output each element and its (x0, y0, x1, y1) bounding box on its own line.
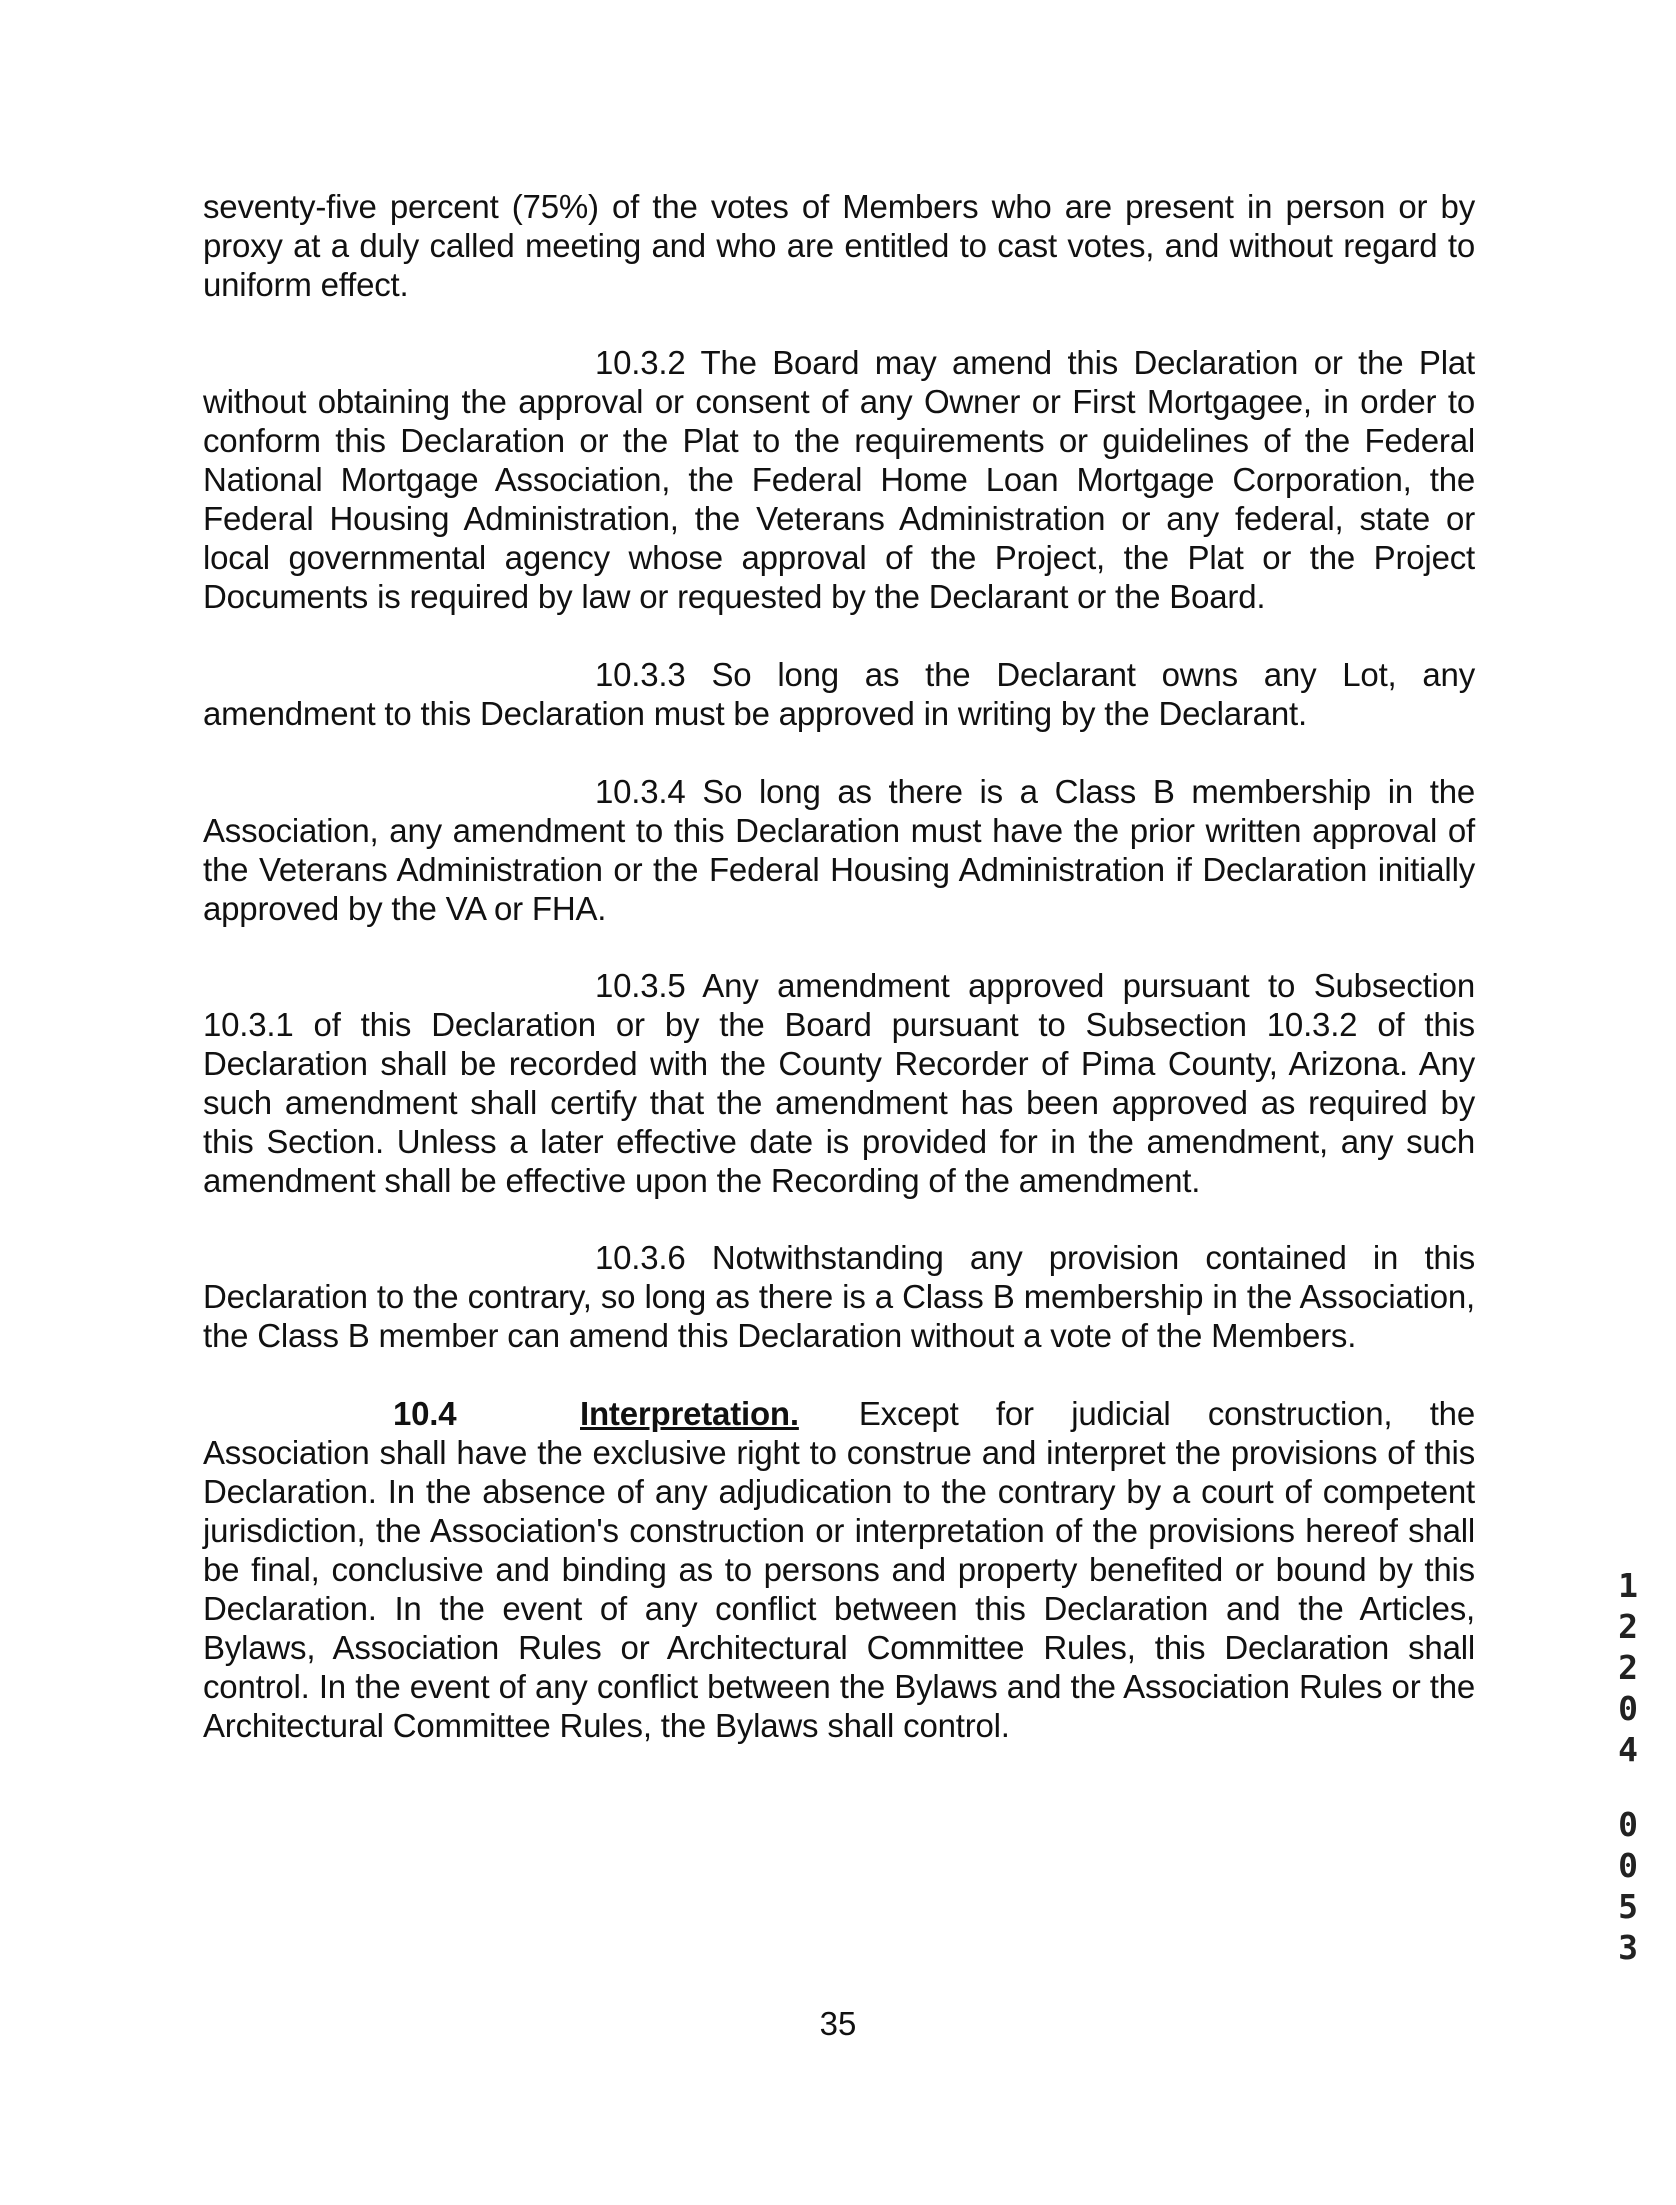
stamp-digit: 0 (1618, 1846, 1638, 1885)
stamp-digit: 0 (1618, 1805, 1638, 1844)
paragraph-text: So long as the Declarant owns any Lot, any amendment to this Declaration must be approved in writing by the Declarant. (203, 656, 1476, 732)
stamp-digit: 0 (1618, 1689, 1638, 1728)
subsection-number: 10.3.5 (595, 967, 686, 1004)
stamp-digit: 5 (1618, 1887, 1638, 1926)
paragraph-10-3-6 (203, 1238, 1475, 1355)
paragraph-10-3-5 (203, 966, 1475, 1200)
paragraph-text: seventy-five percent (75%) of the votes of Members who are present in person or by proxy at a duly called meeting and who are entitled to cast votes, and without regard to uniform effect. (203, 188, 1475, 303)
subsection-number: 10.3.6 (595, 1239, 686, 1276)
subsection-number: 10.3.2 (595, 344, 686, 381)
stamp-digit: 2 (1618, 1607, 1638, 1646)
stamp-digit: 2 (1618, 1648, 1638, 1687)
paragraph-text: Any amendment approved pursuant to Subsection 10.3.1 of this Declaration or by the Board pursuant to Subsection 10.3.2 of this Declaration shall be recorded with the County Recorder of Pima County, Arizona. Any such amendment shall certify that the amendment has been approved as required by this Section. Unless a later effective date is provided for in the amendment, any such amendment shall be effective upon the Recording of the amendment. (203, 967, 1475, 1199)
paragraph-10-3-3 (203, 655, 1475, 733)
section-title: Interpretation. (580, 1395, 799, 1432)
stamp-digit: 3 (1618, 1928, 1638, 1967)
paragraph-text: So long as there is a Class B membership in the Association, any amendment to this Declaration must have the prior written approval of the Veterans Administration or the Federal Housing Administration if Declaration initially approved by the VA or FHA. (203, 773, 1475, 927)
section-10-4 (203, 1394, 1475, 1745)
paragraph-10-3-2 (203, 343, 1475, 616)
subsection-number: 10.3.3 (595, 656, 686, 693)
section-text: Except for judicial construction, the Association shall have the exclusive right to construe and interpret the provisions of this Declaration. In the absence of any adjudication to the contrary by a court of competent jurisdiction, the Association's construction or interpretation of the provisions hereof shall be final, conclusive and binding as to persons and property benefited or bound by this Declaration. In the event of any conflict between this Declaration and the Articles, Bylaws, Association Rules or Architectural Committee Rules, this Declaration shall control. In the event of any conflict between the Bylaws and the Association Rules or the Architectural Committee Rules, the Bylaws shall control. (203, 1395, 1475, 1744)
paragraph-10-3-4 (203, 772, 1475, 928)
recording-stamp (1608, 1565, 1648, 1968)
paragraph-text: The Board may amend this Declaration or the Plat without obtaining the approval or consent of any Owner or First Mortgagee, in order to conform this Declaration or the Plat to the requirements or guidelines of the Federal National Mortgage Association, the Federal Home Loan Mortgage Corporation, the Federal Housing Administration, the Veterans Administration or any federal, state or local governmental agency whose approval of the Project, the Plat or the Project Documents is required by law or requested by the Declarant or the Board. (203, 344, 1475, 615)
page-number: 35 (819, 2005, 857, 2042)
stamp-digit: 4 (1618, 1730, 1638, 1769)
section-number: 10.4 (393, 1395, 457, 1432)
paragraph-intro (203, 187, 1475, 304)
stamp-digit: 1 (1618, 1566, 1638, 1605)
paragraph-text: Notwithstanding any provision contained in this Declaration to the contrary, so long as there is a Class B membership in the Association, the Class B member can amend this Declaration without a vote of the Members. (203, 1239, 1476, 1354)
subsection-number: 10.3.4 (595, 773, 686, 810)
